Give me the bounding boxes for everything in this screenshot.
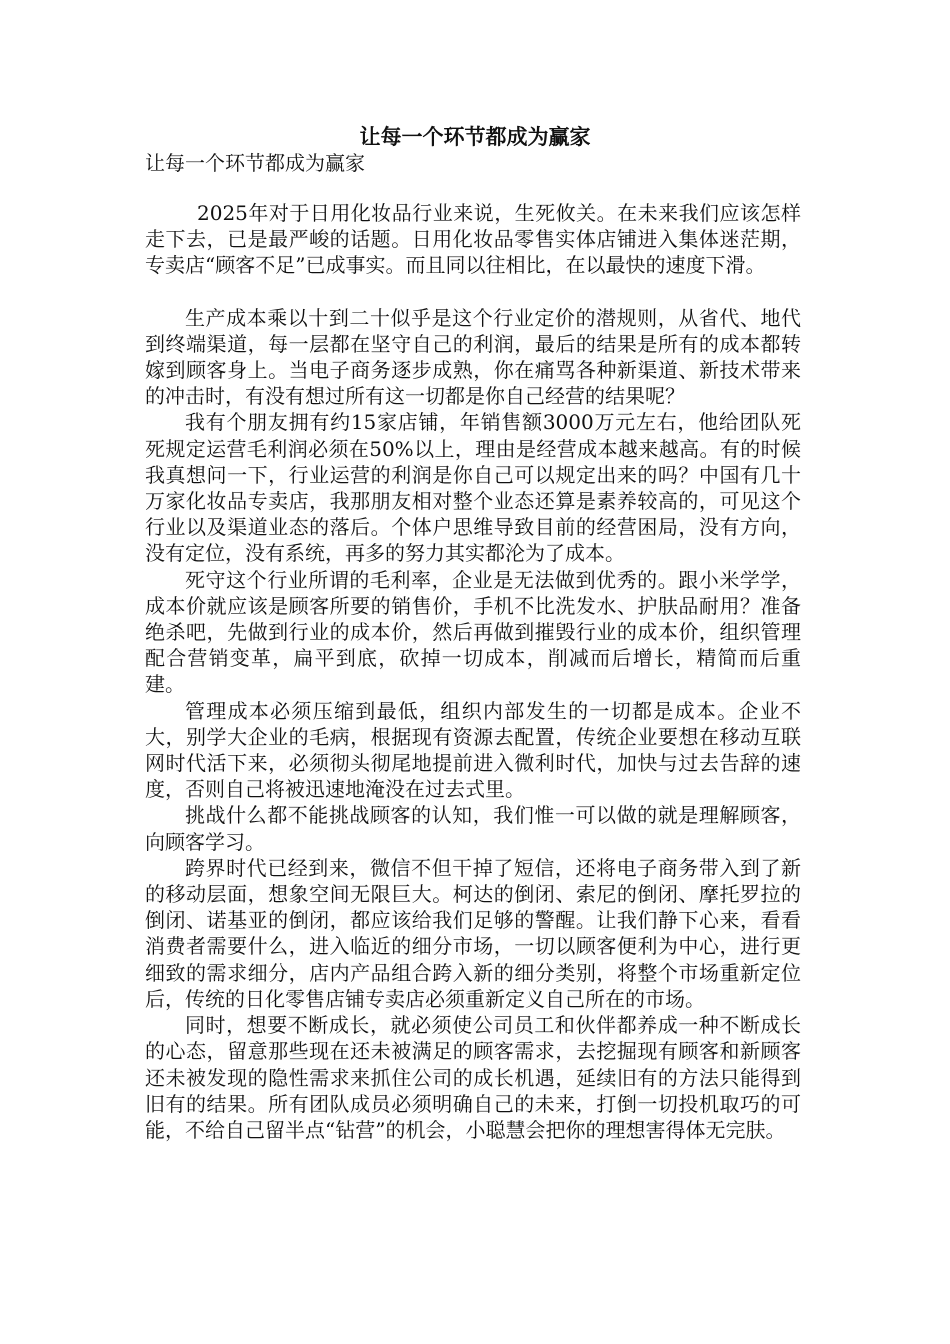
- document-subtitle: 让每一个环节都成为赢家: [145, 151, 365, 175]
- paragraph-1: 2025年对于日用化妆品行业来说，生死攸关。在未来我们应该怎样走下去，已是最严峻的话题。日用化妆品零售实体店铺进入集体迷茫期，专卖店“顾客不足”已成事实。而且同以往相比，在以最快的速度下滑。: [145, 201, 801, 278]
- document-body: [145, 200, 801, 1143]
- document-title: 让每一个环节都成为赢家: [359, 124, 591, 149]
- paragraph-2: 生产成本乘以十到二十似乎是这个行业定价的潜规则，从省代、地代到终端渠道，每一层都在坚守自己的利润，最后的结果是所有的成本都转嫁到顾客身上。当电子商务逐步成熟，你在痛骂各种新渠道、新技术带来的冲击时，有没有想过所有这一切都是你自己经营的结果呢？: [145, 305, 801, 409]
- paragraph-4: 死守这个行业所谓的毛利率，企业是无法做到优秀的。跟小米学学，成本价就应该是顾客所要的销售价，手机不比洗发水、护肤品耐用？准备绝杀吧，先做到行业的成本价，然后再做到摧毁行业的成本价，组织管理配合营销变革，扁平到底，砍掉一切成本，削减而后增长，精简而后重建。: [145, 567, 801, 697]
- paragraph-6: 挑战什么都不能挑战顾客的认知，我们惟一可以做的就是理解顾客，向顾客学习。: [145, 803, 801, 854]
- paragraph-5: 管理成本必须压缩到最低，组织内部发生的一切都是成本。企业不大，别学大企业的毛病，根据现有资源去配置，传统企业要想在移动互联网时代活下来，必须彻头彻尾地提前进入微利时代，加快与过去告辞的速度，否则自己将被迅速地淹没在过去式里。: [145, 698, 801, 802]
- paragraph-3: 我有个朋友拥有约15家店铺，年销售额3000万元左右，他给团队死死规定运营毛利润必须在50%以上，理由是经营成本越来越高。有的时候我真想问一下，行业运营的利润是你自己可以规定出来的吗？中国有几十万家化妆品专卖店，我那朋友相对整个业态还算是素养较高的，可见这个行业以及渠道业态的落后。个体户思维导致目前的经营困局，没有方向，没有定位，没有系统，再多的努力其实都沦为了成本。: [145, 410, 801, 566]
- paragraph-7: 跨界时代已经到来，微信不但干掉了短信，还将电子商务带入到了新的移动层面，想象空间无限巨大。柯达的倒闭、索尼的倒闭、摩托罗拉的倒闭、诺基亚的倒闭，都应该给我们足够的警醒。让我们静下心来，看看消费者需要什么，进入临近的细分市场，一切以顾客便利为中心，进行更细致的需求细分，店内产品组合跨入新的细分类别，将整个市场重新定位后，传统的日化零售店铺专卖店必须重新定义自己所在的市场。: [145, 855, 801, 1011]
- paragraph-8: 同时，想要不断成长，就必须使公司员工和伙伴都养成一种不断成长的心态，留意那些现在还未被满足的顾客需求，去挖掘现有顾客和新顾客还未被发现的隐性需求来抓住公司的成长机遇，延续旧有的方法只能得到旧有的结果。所有团队成员必须明确自己的未来，打倒一切投机取巧的可能，不给自己留半点“钻营”的机会，小聪慧会把你的理想害得体无完肤。: [145, 1013, 801, 1142]
